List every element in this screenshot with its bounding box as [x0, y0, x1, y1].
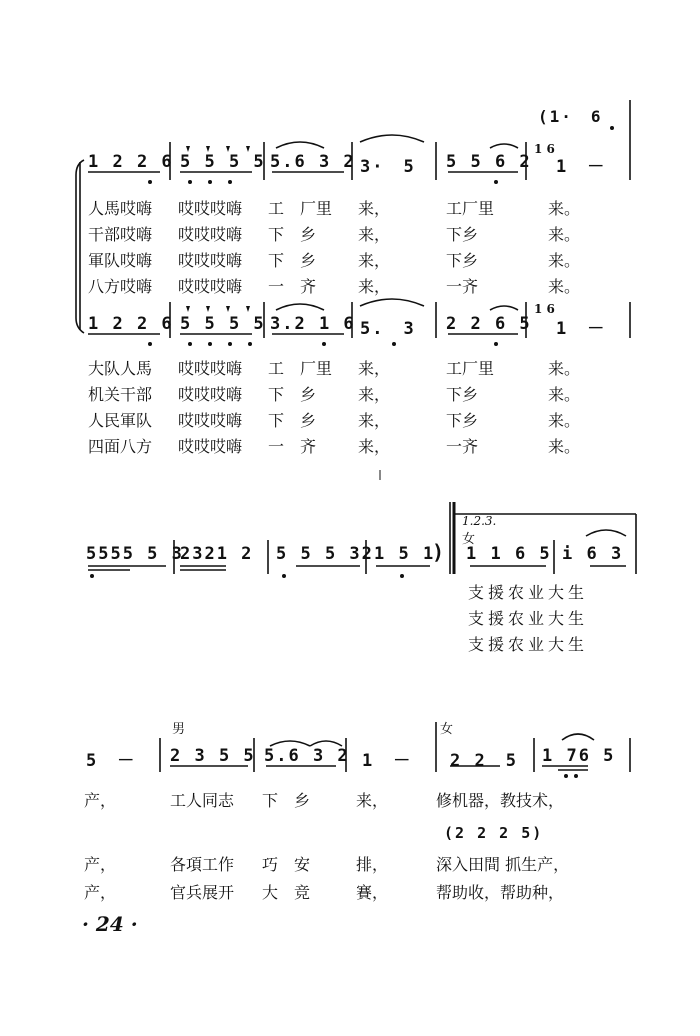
lyric: 哎哎哎嗨: [178, 437, 243, 456]
lyric: 大队人馬: [88, 359, 153, 378]
lyric: 四面八方: [88, 437, 153, 456]
s3-lyric: 官兵展开: [170, 883, 235, 902]
lyric: 来，: [358, 277, 391, 296]
s3-lyric: 产，: [84, 855, 117, 874]
s3-lyric: 大 竞: [262, 883, 311, 902]
lyric: 来，: [358, 199, 391, 218]
s3-lyric: 帮助收，帮助种，: [436, 883, 565, 902]
s2-measure-5: 1 1 6 5: [466, 544, 552, 564]
bottom-measure-3: 3.2 1 6: [270, 314, 356, 334]
s3-lyric: 产，: [84, 883, 117, 902]
top-measure-5: 5 5 6 2: [446, 152, 532, 172]
s3-lyric: 工人同志: [170, 791, 235, 810]
lyric: 来。: [548, 225, 581, 244]
voice-female-label: 女: [462, 532, 476, 547]
intro-notes: (1· 6: [538, 107, 603, 126]
bottom-repeat-mark: 1 6: [534, 302, 555, 316]
s3-lyric: 产，: [84, 791, 117, 810]
lyric: 来。: [548, 251, 581, 270]
lyric: 来，: [358, 385, 391, 404]
lyric: 下 乡: [268, 411, 317, 430]
s3-lyric: 排，: [356, 855, 389, 874]
top-measure-3: 5.6 3 2: [270, 152, 356, 172]
s3-lyric: 下 乡: [262, 791, 311, 810]
paren-close: ): [432, 540, 447, 564]
lyric: 来，: [358, 225, 391, 244]
lyric: 干部哎嗨: [88, 225, 153, 244]
lyric: 工 厂里: [268, 359, 333, 378]
lyric: 一齐: [446, 277, 479, 296]
s3-lyric: 修机器，教技术，: [436, 791, 565, 810]
s3-measure-3: 5.6 3 2: [264, 746, 350, 766]
lyric: 机关干部: [88, 385, 153, 404]
top-measure-2: 5 5 5 5: [180, 152, 266, 172]
alt-notes: (2 2 2 5): [444, 824, 544, 842]
bottom-measure-1: 1 2 2 6: [88, 314, 174, 334]
lyric: 来。: [548, 385, 581, 404]
page-number: · 24 ·: [82, 912, 138, 936]
s3-measure-4: 1 －: [362, 751, 413, 771]
s2-measure-3: 5 5 5 32: [276, 544, 374, 564]
lyric: 哎哎哎嗨: [178, 359, 243, 378]
lyric: 哎哎哎嗨: [178, 199, 243, 218]
s3-measure-2: 2 3 5 5: [170, 746, 256, 766]
lyric: 人民軍队: [88, 411, 153, 430]
lyric: 来。: [548, 437, 581, 456]
s3-measure-1: 5 －: [86, 751, 137, 771]
lyric: 来，: [358, 251, 391, 270]
s2-measure-4: 1 5 1: [374, 544, 436, 564]
s3-measure-5: 2 2 5: [450, 751, 518, 771]
lyric: 工厂里: [446, 359, 495, 378]
top-measure-1: 1 2 2 6: [88, 152, 174, 172]
s2-measure-2: 2321 2: [180, 544, 254, 564]
s3-measure-6: 1 76 5: [542, 746, 616, 766]
s3-lyric: 深入田間 抓生产，: [436, 855, 570, 874]
lyric: 来，: [358, 437, 391, 456]
lyric: 下乡: [446, 251, 479, 270]
s2-lyric-1: 支援农业大生: [468, 583, 589, 602]
lyric: 哎哎哎嗨: [178, 277, 243, 296]
lyric: 一 齐: [268, 437, 317, 456]
s2-lyric-2: 支援农业大生: [468, 609, 589, 628]
top-measure-6: 1 －: [556, 157, 607, 177]
volta-ending: 1.2.3.: [462, 514, 497, 528]
lyric: 来。: [548, 359, 581, 378]
lyric: 下 乡: [268, 385, 317, 404]
s2-lyric-3: 支援农业大生: [468, 635, 589, 654]
voice-male-label: 男: [172, 722, 186, 737]
s3-lyric: 各項工作: [170, 855, 235, 874]
s3-lyric: 賽，: [356, 883, 389, 902]
s2-measure-6: i 6 3: [562, 544, 624, 564]
lyric: 来。: [548, 411, 581, 430]
lyric: 哎哎哎嗨: [178, 385, 243, 404]
s3-lyric: 巧 安: [262, 855, 311, 874]
lyric: 軍队哎嗨: [88, 251, 153, 270]
lyric: 来。: [548, 277, 581, 296]
top-measure-4: 3· 5: [360, 157, 416, 177]
top-repeat-mark: 1 6: [534, 142, 555, 156]
lyric: 工厂里: [446, 199, 495, 218]
lyric: 一齐: [446, 437, 479, 456]
lyric: 来。: [548, 199, 581, 218]
s2-measure-1: 5555 5 3: [86, 544, 184, 564]
lyric: 下 乡: [268, 225, 317, 244]
lyric: 哎哎哎嗨: [178, 225, 243, 244]
lyric: 下 乡: [268, 251, 317, 270]
bottom-measure-5: 2 2 6 5: [446, 314, 532, 334]
lyric: 来，: [358, 411, 391, 430]
lyric: 下乡: [446, 385, 479, 404]
lyric: 哎哎哎嗨: [178, 251, 243, 270]
lyric: 下乡: [446, 411, 479, 430]
bottom-measure-2: 5 5 5 5: [180, 314, 266, 334]
bottom-measure-6: 1 －: [556, 319, 607, 339]
lyric: 一 齐: [268, 277, 317, 296]
lyric: 来，: [358, 359, 391, 378]
lyric: 人馬哎嗨: [88, 199, 153, 218]
lyric: 八方哎嗨: [88, 277, 153, 296]
lyric: 哎哎哎嗨: [178, 411, 243, 430]
s3-lyric: 来，: [356, 791, 389, 810]
voice-female-label-2: 女: [440, 722, 454, 737]
lyric: 下乡: [446, 225, 479, 244]
lyric: 工 厂里: [268, 199, 333, 218]
bottom-measure-4: 5. 3: [360, 319, 416, 339]
